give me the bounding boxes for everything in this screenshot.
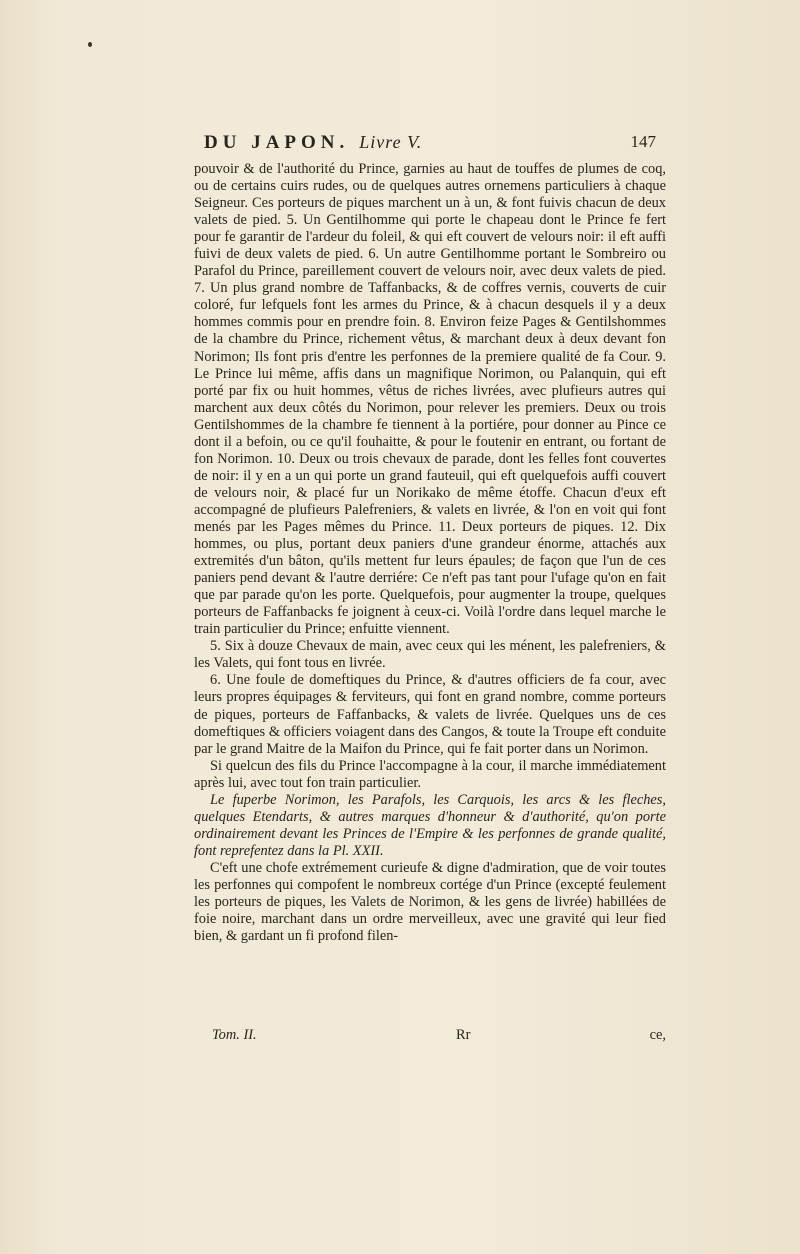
page-header — [204, 132, 656, 158]
ink-speck — [88, 42, 92, 47]
paragraph: C'eft une chofe extrémement curieufe & digne d'admiration, que de voir toutes les perfonnes qui compofent le nombreux cortége d'un Prince (excepté feulement les porteurs de piques, les Valets de Norimon, & les gens de livrée) habillées de foie noire, marchant dans un ordre merveilleux, avec une gravité qui leur fied bien, & gardant un fi profond filen- — [194, 859, 666, 945]
running-head — [204, 132, 422, 154]
paragraph: Si quelcun des fils du Prince l'accompagne à la cour, il marche immédiatement après lui, avec tout fon train particulier. — [194, 757, 666, 791]
body-text — [194, 161, 666, 945]
paragraph: 6. Une foule de domeftiques du Prince, & d'autres officiers de fa cour, avec leurs propres équipages & ferviteurs, qui font en grand nombre, comme porteurs de piques, porteurs de Faffanbacks, & valets de livrée. Quelques uns de ces domeftiques & officiers voiagent dans des Cangos, & toute la Troupe eft conduite par le grand Maitre de la Maifon du Prince, qui fe fait porter dans un Norimon. — [194, 672, 666, 757]
paragraph: pouvoir & de l'authorité du Prince, garnies au haut de touffes de plumes de coq, ou de certains cuirs rudes, ou de quelques autres ornemens particuliers à chaque Seigneur. Ces porteurs de piques marchent un à un, & font fuivis chacun de deux valets de pied. 5. Un Gentilhomme qui porte le chapeau dont le Prince fe fert pour fe garantir de l'ardeur du foleil, & qui eft couvert de velours noir: il eft auffi fuivi de deux valets de pied. 6. Un autre Gentilhomme portant le Sombreiro ou Parafol du Prince, pareillement couvert de velours noir, avec deux valets de pied. 7. Un plus grand nombre de Taffanbacks, & de coffres vernis, couverts de cuir coloré, fur lefquels font les armes du Prince, & à chacun desquels il y a deux hommes commis pour en prendre foin. 8. Environ feize Pages & Gentilshommes de la chambre du Prince, richement vêtus, & marchant deux à deux devant fon Norimon; Ils font pris d'entre les perfonnes de la premiere qualité de fa Cour. 9. Le Prince lui même, affis dans un magnifique Norimon, ou Palanquin, qui eft porté par fix ou huit hommes, vêtus de riches livrées, avec plufieurs autres qui marchent aux deux côtés du Norimon, pour relever les premiers. Deux ou trois Gentilshommes de la chambre fe tiennent à la portiére, pour donner au Pince ce dont il a befoin, ou ce qu'il fouhaitte, & pour le foutenir en entrant, ou fortant de fon Norimon. 10. Deux ou trois chevaux de parade, dont les felles font couvertes de noir: il y en a un qui porte un grand fauteuil, qui eft quelquefois auffi couvert de velours noir, & placé fur un Norikako de même étoffe. Chacun d'eux eft accompagné de plufieurs Palefreniers, & valets en livrée, & l'on en voit qui font menés par les Pages mêmes du Prince. 11. Deux porteurs de piques. 12. Dix hommes, ou plus, portant deux paniers d'une grandeur énorme, attachés aux extremités d'un bâton, qu'ils mettent fur leurs épaules; de façon que l'un de ces paniers pend devant & l'autre derriére: Ce n'eft pas tant pour l'ufage qu'on en fait que par parade qu'on les porte. Quelquefois, pour augmenter la troupe, quelques porteurs de Faffanbacks fe joignent à ceux-ci. Voilà l'ordre dans lequel marche le train particulier du Prince; enfuitte viennent. — [194, 161, 666, 638]
page-footer — [194, 1027, 666, 1047]
paragraph-italic: Le fuperbe Norimon, les Parafols, les Carquois, les arcs & les fleches, quelques Etendarts, & autres marques d'honneur & d'authorité, qu'on porte ordinairement devant les Princes de l'Empire & les perfonnes de grande qualité, font reprefentez dans la Pl. XXII. — [194, 791, 666, 859]
tome-label: Tom. II. — [212, 1027, 257, 1043]
page-number: 147 — [630, 132, 656, 151]
running-head-title: DU JAPON. — [204, 132, 350, 153]
running-head-book: Livre V. — [359, 132, 423, 152]
paragraph: 5. Six à douze Chevaux de main, avec ceux qui les ménent, les palefreniers, & les Valets, qui font tous en livrée. — [194, 638, 666, 672]
catchword: ce, — [649, 1027, 666, 1043]
signature-mark: Rr — [456, 1027, 471, 1043]
